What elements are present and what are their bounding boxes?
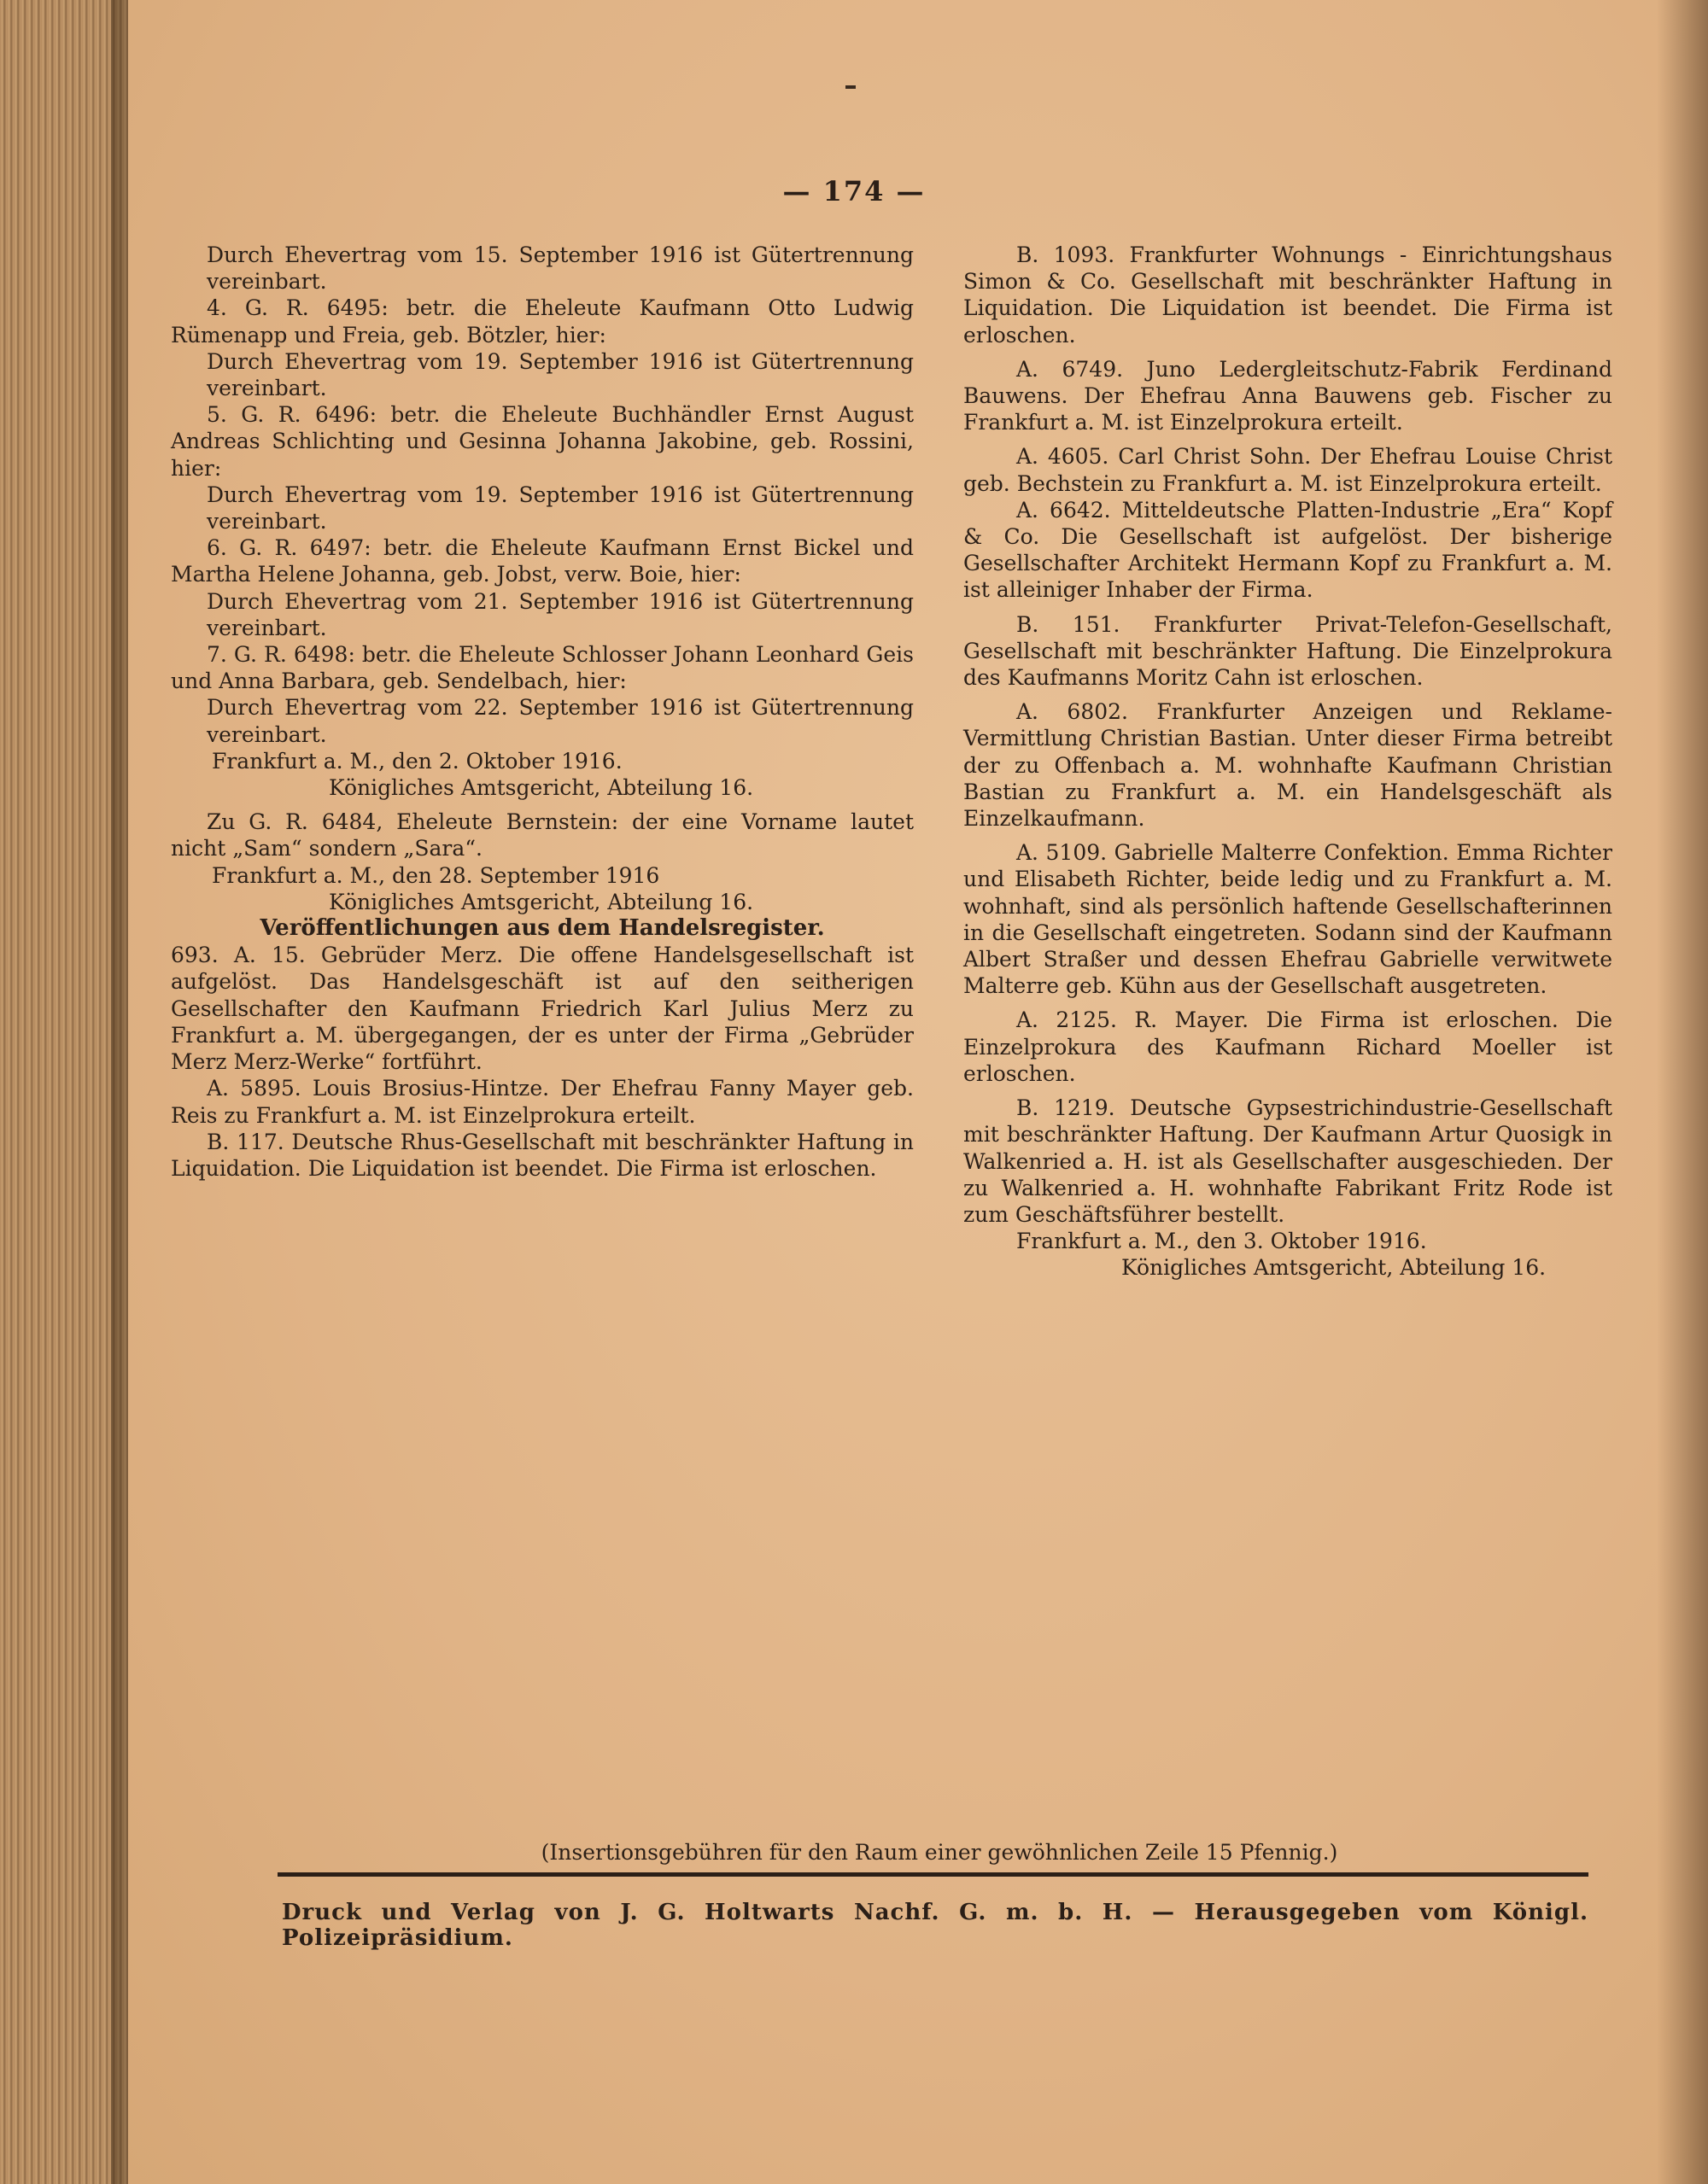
signature-line: Königliches Amtsgericht, Abteilung 16. (1121, 1255, 1547, 1281)
register-entry: B. 151. Frankfurter Privat-Telefon-Gesellschaft, Gesellschaft mit beschränkter Haftung. Die Einzelprokura des Kaufmanns Moritz Cahn ist erloschen. (963, 611, 1612, 691)
paragraph: 6. G. R. 6497: betr. die Eheleute Kaufmann Ernst Bickel und Martha Helene Johanna, geb. Jobst, verw. Boie, hier: (171, 535, 914, 587)
paragraph: Durch Ehevertrag vom 21. September 1916 ist Gütertrennung vereinbart. (207, 588, 914, 640)
register-entry: 693. A. 15. Gebrüder Merz. Die offene Handelsgesellschaft ist aufgelöst. Das Handelsgeschäft ist auf den seitherigen Gesellschafter den Kaufmann Friedrich Karl Julius Merz zu Frankfurt a. M. übergegangen, der es unter der Firma „Gebrüder Merz Merz-Werke“ fortführt. (171, 943, 914, 1075)
book-page-edges (0, 0, 128, 2184)
paragraph: 5. G. R. 6496: betr. die Eheleute Buchhändler Ernst August Andreas Schlichting und Gesinna Johanna Jakobine, geb. Rossini, hier: (171, 402, 914, 481)
stray-ink-mark (845, 85, 856, 89)
signature-line: Königliches Amtsgericht, Abteilung 16. (329, 889, 754, 914)
register-entry: A. 5895. Louis Brosius-Hintze. Der Ehefrau Fanny Mayer geb. Reis zu Frankfurt a. M. ist Einzelprokura erteilt. (171, 1076, 914, 1128)
register-entry: A. 6802. Frankfurter Anzeigen und Reklame-Vermittlung Christian Bastian. Unter dieser Firma betreibt der zu Offenbach a. M. wohnhafte Kaufmann Christian Bastian zu Frankfurt a. M. ein Handelsgeschäft als Einzelkaufmann. (963, 699, 1612, 832)
paragraph: 7. G. R. 6498: betr. die Eheleute Schlosser Johann Leonhard Geis und Anna Barbara, geb. Sendelbach, hier: (171, 642, 914, 694)
register-entry: A. 2125. R. Mayer. Die Firma ist erloschen. Die Einzelprokura des Kaufmann Richard Moeller ist erloschen. (963, 1007, 1612, 1086)
right-column (963, 242, 1612, 1282)
signature-line: Königliches Amtsgericht, Abteilung 16. (329, 775, 754, 801)
register-entry: B. 1219. Deutsche Gypsestrichindustrie-Gesellschaft mit beschränkter Haftung. Der Kaufmann Artur Quosigk in Walkenried a. H. ist als Gesellschafter ausgeschieden. Der zu Walkenried a. H. wohnhafte Fabrikant Fritz Rode ist zum Geschäftsführer bestellt. (963, 1095, 1612, 1227)
printer-imprint: Druck und Verlag von J. G. Holtwarts Nachf. G. m. b. H. — Herausgegeben vom Königl. Polizeipräsidium. (282, 1900, 1588, 1951)
paragraph: Durch Ehevertrag vom 22. September 1916 ist Gütertrennung vereinbart. (207, 695, 914, 747)
register-entry: B. 1093. Frankfurter Wohnungs - Einrichtungshaus Simon & Co. Gesellschaft mit beschränkter Haftung in Liquidation. Die Liquidation ist beendet. Die Firma ist erloschen. (963, 242, 1612, 347)
paragraph: Durch Ehevertrag vom 15. September 1916 ist Gütertrennung vereinbart. (207, 242, 914, 295)
page-edge-shadow (1657, 0, 1708, 2184)
insertion-fee-note: (Insertionsgebühren für den Raum einer gewöhnlichen Zeile 15 Pfennig.) (541, 1840, 1338, 1865)
register-entry: A. 4605. Carl Christ Sohn. Der Ehefrau Louise Christ geb. Bechstein zu Frankfurt a. M. ist Einzelprokura erteilt. (963, 444, 1612, 496)
register-entry: B. 117. Deutsche Rhus-Gesellschaft mit beschränkter Haftung in Liquidation. Die Liquidation ist beendet. Die Firma ist erloschen. (171, 1129, 914, 1181)
paragraph: Durch Ehevertrag vom 19. September 1916 ist Gütertrennung vereinbart. (207, 482, 914, 534)
paragraph: Zu G. R. 6484, Eheleute Bernstein: der eine Vorname lautet nicht „Sam“ sondern „Sara“. (171, 809, 914, 861)
date-line: Frankfurt a. M., den 2. Oktober 1916. (212, 748, 623, 774)
left-column (171, 242, 914, 1182)
page-number: — 174 — (782, 175, 926, 207)
paragraph: 4. G. R. 6495: betr. die Eheleute Kaufmann Otto Ludwig Rümenapp und Freia, geb. Bötzler, hier: (171, 295, 914, 347)
date-line: Frankfurt a. M., den 28. September 1916 (212, 862, 660, 888)
paragraph: Durch Ehevertrag vom 19. September 1916 ist Gütertrennung vereinbart. (207, 348, 914, 401)
register-entry: A. 6749. Juno Ledergleitschutz-Fabrik Ferdinand Bauwens. Der Ehefrau Anna Bauwens geb. Fischer zu Frankfurt a. M. ist Einzelprokura erteilt. (963, 356, 1612, 435)
section-heading: Veröffentlichungen aus dem Handelsregister. (260, 915, 825, 942)
register-entry: A. 6642. Mitteldeutsche Platten-Industrie „Era“ Kopf & Co. Die Gesellschaft ist aufgelöst. Der bisherige Gesellschafter Architekt Hermann Kopf zu Frankfurt a. M. ist alleiniger Inhaber der Firma. (963, 497, 1612, 603)
date-line: Frankfurt a. M., den 3. Oktober 1916. (1016, 1229, 1427, 1254)
register-entry: A. 5109. Gabrielle Malterre Confektion. Emma Richter und Elisabeth Richter, beide ledig und zu Frankfurt a. M. wohnhaft, sind als persönlich haftende Gesellschafterinnen in die Gesellschaft eingetreten. Sodann sind der Kaufmann Albert Straßer und dessen Ehefrau Gabrielle verwitwete Malterre geb. Kühn aus der Gesellschaft ausgetreten. (963, 840, 1612, 999)
footer-rule (278, 1872, 1588, 1877)
